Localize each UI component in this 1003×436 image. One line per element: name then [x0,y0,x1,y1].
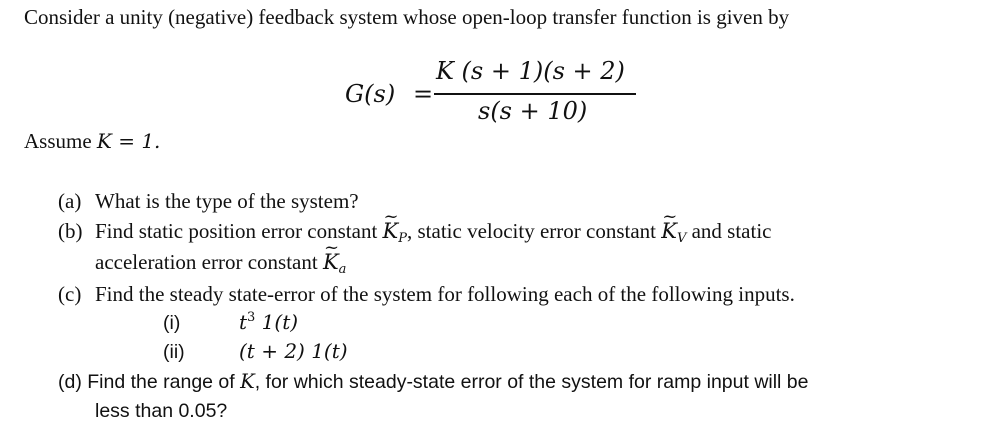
part-b-text1: Find static position error constant [95,219,378,243]
part-c-item-i-expr: $t^3$ 1(t) [239,310,299,334]
part-b-text2: , static velocity error constant [407,219,656,243]
assume-text: Assume [24,129,92,153]
ka-symbol: ~ $K_a$ [323,250,346,274]
part-d-line2: less than 0.05? [95,400,228,422]
part-b-label: (b) [58,219,83,243]
part-b-line2 [95,250,346,277]
part-b-line1 [95,219,771,246]
part-d-line1 [58,370,809,394]
kp-symbol: ~ $K_P$ [383,219,407,243]
part-b-text3: and static [691,219,772,243]
part-b-text4: acceleration error constant [95,250,318,274]
intro-text: Consider a unity (negative) feedback system whose open-loop transfer function is given by [24,5,790,29]
part-d-text1: Find the range of [87,371,235,393]
tf-equals: = [413,80,434,108]
part-c-item-ii-expr: (t + 2) 1(t) [239,339,348,363]
assume-line [24,129,160,154]
part-a-label: (a) [58,189,82,213]
part-c-label: (c) [58,282,82,306]
part-d-text2: , for which steady-state error of the system for ramp input will be [254,371,809,393]
part-d-label: (d) [58,371,82,393]
fraction-bar [434,93,636,95]
tf-denominator: s(s + 10) [478,97,588,125]
assume-expr: K = 1. [96,129,161,153]
part-c-text: Find the steady state-error of the system for following each of the following inputs. [95,282,795,306]
part-c-item-ii-label: (ii) [163,341,185,363]
kv-symbol: ~ $K_V$ [661,219,686,243]
part-d-var: K [240,370,255,393]
tf-numerator: K (s + 1)(s + 2) [436,57,625,85]
part-c-item-i-label: (i) [163,312,181,334]
tf-lhs: G(s) [345,80,396,108]
part-a-text: What is the type of the system? [95,189,359,213]
